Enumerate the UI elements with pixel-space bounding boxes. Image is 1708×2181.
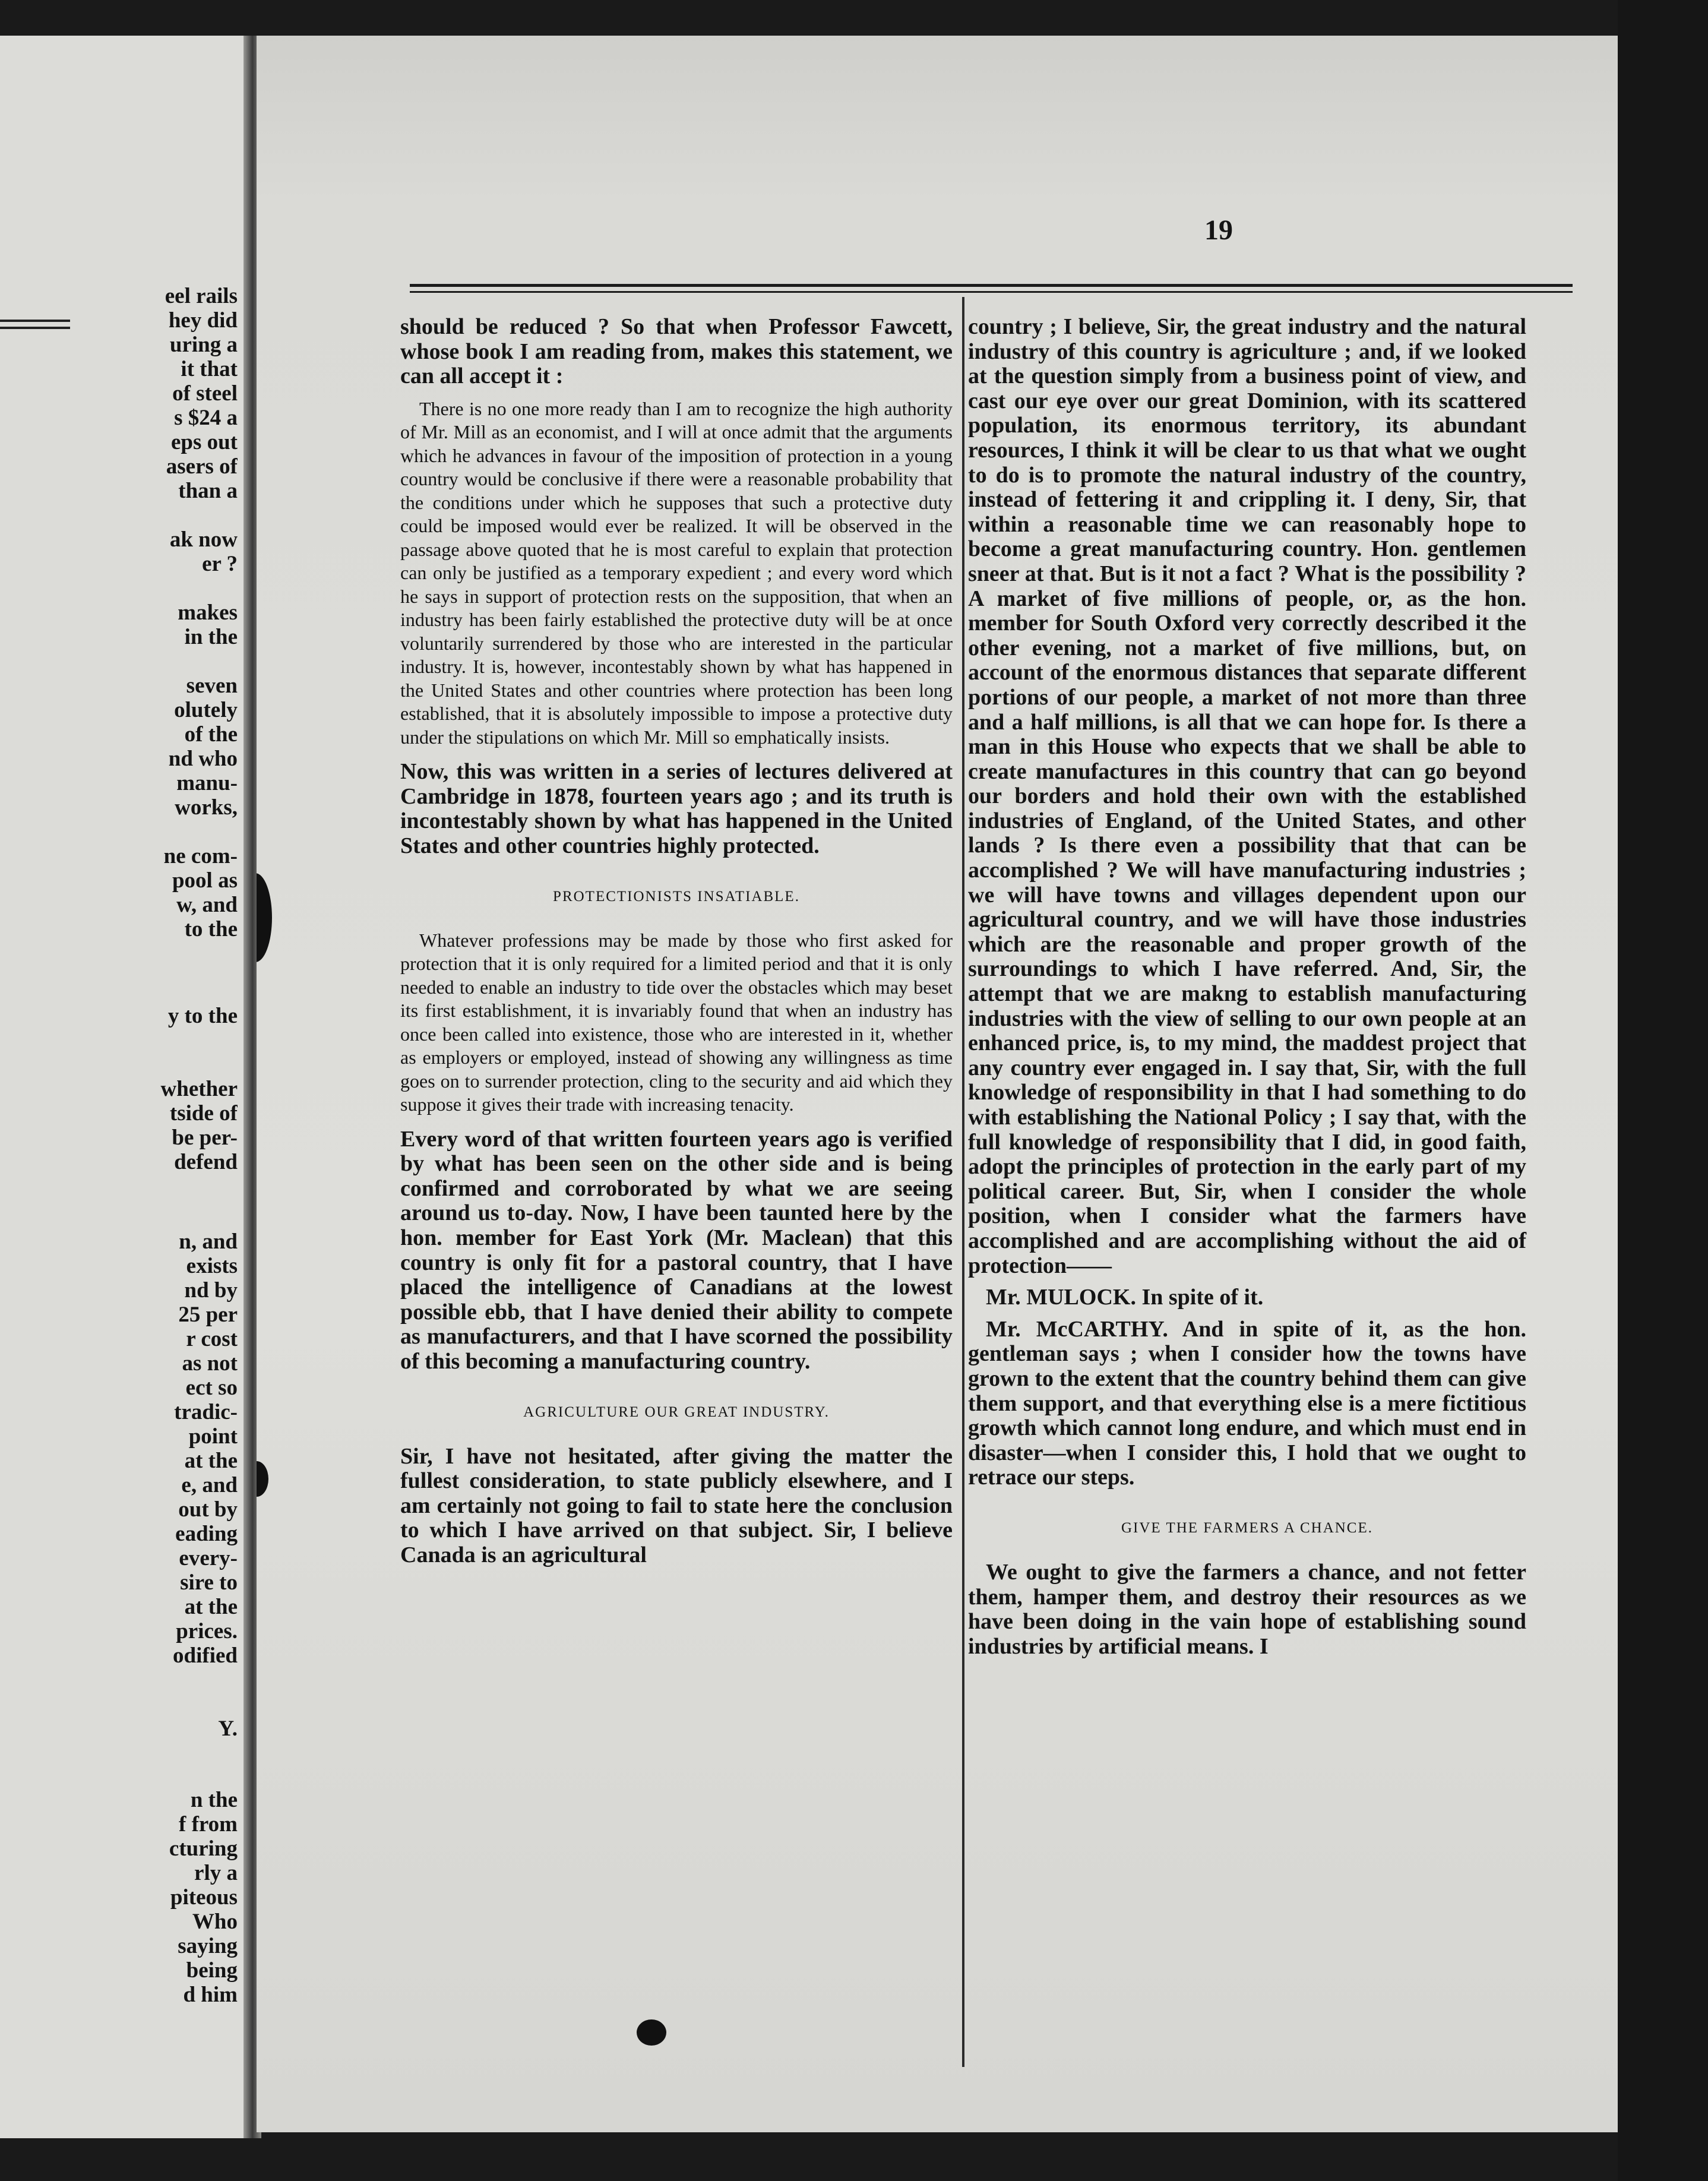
previous-page-line: as not <box>182 1351 238 1376</box>
previous-page-line: ne com- <box>163 844 238 868</box>
previous-page-line: of the <box>184 722 238 747</box>
right-column <box>968 315 1526 1666</box>
previous-page-line: to the <box>184 917 238 941</box>
previous-page-line: every- <box>179 1546 238 1570</box>
column-divider <box>962 297 964 2067</box>
paragraph: We ought to give the farmers a chance, and not fetter them, hamper them, and destroy their resources as we have been doing in the vain hope of establishing sound industries by artificial means. I <box>968 1559 1526 1659</box>
previous-page-line: y to the <box>167 1004 238 1028</box>
previous-page-line: exists <box>186 1254 238 1278</box>
section-heading: GIVE THE FARMERS A CHANCE. <box>1121 1519 1374 1536</box>
previous-page-line: of steel <box>172 381 238 406</box>
previous-page-line: prices. <box>176 1619 238 1643</box>
previous-page-line: piteous <box>170 1885 238 1910</box>
previous-page-line: n, and <box>179 1229 238 1254</box>
previous-page-line: eading <box>175 1522 238 1546</box>
scan-border <box>1618 0 1708 2181</box>
previous-page-line: hey did <box>168 308 238 333</box>
previous-page-line: it that <box>181 357 238 381</box>
previous-page-line: eel rails <box>165 284 238 308</box>
previous-page-line: works, <box>175 795 238 820</box>
previous-page-line: point <box>188 1424 238 1449</box>
previous-page-line: whether <box>160 1077 238 1101</box>
quoted-paragraph: There is no one more ready than I am to recognize the high authority of Mr. Mill as an economist, and I will at once admit that the arguments which he advances in favour of the imposition of protection in a young country would be conclusive if there were a reasonable probability that the conditions under which he supposes that such a protective duty could be imposed would ever be realized. It will be observed in the passage above quoted that he is most careful to explain that protection can only be justified as a temporary expedient ; and every word which he says in support of protection rests on the supposition, that when an industry has been fairly established the protective duty will be at once voluntarily surrendered by those who are interested in the particular industry. It is, however, incontestably shown by what has happened in the United States and other countries where protection has been long established, that it is absolutely impossible to impose a protective duty under the stipulations on which Mr. Mill so emphatically insists. <box>400 397 953 748</box>
previous-page-line: tradic- <box>174 1400 238 1424</box>
previous-page-line: Y. <box>218 1717 238 1741</box>
previous-page-line: asers of <box>166 454 238 479</box>
previous-page-line: saying <box>178 1934 238 1958</box>
previous-page-line: at the <box>184 1595 238 1619</box>
header-rule <box>410 291 1573 293</box>
previous-page-line: olutely <box>174 698 238 722</box>
previous-page-line: 25 per <box>178 1303 238 1327</box>
previous-page-line: d him <box>183 1983 238 2007</box>
left-column <box>400 315 953 1574</box>
paragraph: Sir, I have not hesitated, after giving the matter the fullest consideration, to state publicly elsewhere, and I am certainly not going to fail to state here the conclusion to which I have arrived on that subject. Sir, I believe Canada is an agricultural <box>400 1443 953 1567</box>
previous-page-line: er ? <box>202 552 238 576</box>
previous-page-line: ect so <box>185 1376 238 1400</box>
previous-page-rule <box>0 327 70 329</box>
scan-blot <box>257 873 272 962</box>
paragraph: should be reduced ? So that when Professor Fawcett, whose book I am reading from, makes this statement, we can all accept it : <box>400 314 953 389</box>
previous-page-line: ak now <box>169 527 238 552</box>
previous-page-line: rly a <box>194 1861 238 1885</box>
previous-page-line: s $24 a <box>174 406 238 430</box>
previous-page-fragment <box>0 36 255 2138</box>
previous-page-line: in the <box>184 625 238 649</box>
previous-page-line: cturing <box>169 1837 238 1861</box>
previous-page-line: eps out <box>170 430 238 454</box>
previous-page-line: e, and <box>181 1473 238 1497</box>
previous-page-line: be per- <box>172 1126 238 1150</box>
previous-page-line: f from <box>179 1812 238 1837</box>
previous-page-line: manu- <box>176 771 238 795</box>
previous-page-line: Who <box>192 1910 238 1934</box>
quoted-paragraph: Whatever professions may be made by those who first asked for protection that it is only required for a limited period and that it is only needed to enable an industry to tide over the obstacles which may beset its first establishment, it is invariably found that when an industry has once been called into existence, those who are interested in it, whether as employers or employed, instead of showing any willingness as time goes on to surrender protection, cling to the security and aid which they suppose it gives their trade with increasing tenacity. <box>400 929 953 1115</box>
paragraph: Mr. McCARTHY. And in spite of it, as the hon. gentleman says ; when I consider how the towns have grown to the extent that the country behind them can give them support, and that everything else is a mere fictitious growth which cannot long endure, and which must end in disaster—when I consider this, I hold that we ought to retrace our steps. <box>968 1316 1526 1490</box>
previous-page-line: uring a <box>169 333 238 357</box>
page-number: 19 <box>1204 214 1233 246</box>
scan-blot <box>637 2019 666 2046</box>
previous-page-line: defend <box>174 1150 238 1174</box>
previous-page-line: seven <box>186 674 238 698</box>
previous-page-line: than a <box>178 479 238 503</box>
previous-page-line: w, and <box>176 893 238 917</box>
previous-page-line: at the <box>184 1449 238 1473</box>
previous-page-line: sire to <box>180 1570 238 1595</box>
scan-blot <box>257 1461 268 1497</box>
previous-page-line: nd by <box>184 1278 238 1303</box>
previous-page-line: makes <box>178 600 238 625</box>
previous-page-line: odified <box>173 1643 238 1668</box>
previous-page-line: tside of <box>169 1101 238 1126</box>
previous-page-line: n the <box>190 1788 238 1812</box>
previous-page-line: being <box>186 1958 238 1983</box>
paragraph: country ; I believe, Sir, the great industry and the natural industry of this country is agriculture ; and, if we looked at the question simply from a business point of view, and cast our eye over our great Dominion, with its scattered population, its enormous territory, its abundant resources, I think it will be clear to us that what we ought to do is to promote the natural industry of the country, instead of fettering it and crippling it. I deny, Sir, that within a reasonable time we can reasonably hope to become a great manufacturing country. Hon. gentlemen sneer at that. But is it not a fact ? What is the possibility ? A market of five millions of people, or, as the hon. member for South Oxford very correctly described it the other evening, not a market of five millions, but, on account of the enormous distances that separate different portions of our people, a market of not more than three and a half millions, is all that we can hope for. Is there a man in this House who expects that we shall be able to create manufactures in this country that can go beyond our borders and hold their own with the established industries of England, of the United States, and other lands ? Is there even a possibility that that can be accomplished ? We will have manufacturing industries ; we will have towns and villages dependent upon our agricultural country, and we will have those industries which are the reasonable and proper growth of the surroundings to which I have referred. And, Sir, the attempt that we are makng to establish manufacturing industries with the view of selling to our own people at an enhanced price, is, to my mind, the maddest project that any country ever engaged in. I say that, Sir, with the full knowledge of responsibility in that I had something to do with establishing the National Policy ; I say that, with the full knowledge of responsibility that I did, in good faith, adopt the principles of protection in the early part of my political career. But, Sir, when I consider the whole position, when I consider what the farmers have accomplished and are accomplishing without the aid of protection—— <box>968 314 1526 1278</box>
page <box>257 36 1618 2132</box>
previous-page-line: pool as <box>172 868 238 893</box>
section-heading: AGRICULTURE OUR GREAT INDUSTRY. <box>523 1404 830 1420</box>
section-heading: PROTECTIONISTS INSATIABLE. <box>553 888 800 905</box>
previous-page-line: nd who <box>168 747 238 771</box>
previous-page-line: r cost <box>186 1327 238 1351</box>
paragraph: Every word of that written fourteen years ago is verified by what has been seen on the other side and is being confirmed and corroborated by what we are seeing around us to-day. Now, I have been taunted here by the hon. member for East York (Mr. Maclean) that this country is only fit for a pastoral country, that I have placed the intelligence of Canadians at the lowest possible ebb, that I have denied their ability to compete as manufacturers, and that I have scorned the possibility of this becoming a manufacturing country. <box>400 1126 953 1374</box>
paragraph: Mr. MULOCK. In spite of it. <box>986 1285 1264 1310</box>
previous-page-line: out by <box>178 1497 238 1522</box>
previous-page-rule <box>0 320 70 322</box>
header-rule <box>410 284 1573 287</box>
paragraph: Now, this was written in a series of lectures delivered at Cambridge in 1878, fourteen years ago ; and its truth is incontestably shown by what has happened in the United States and other countries highly protected. <box>400 759 953 859</box>
